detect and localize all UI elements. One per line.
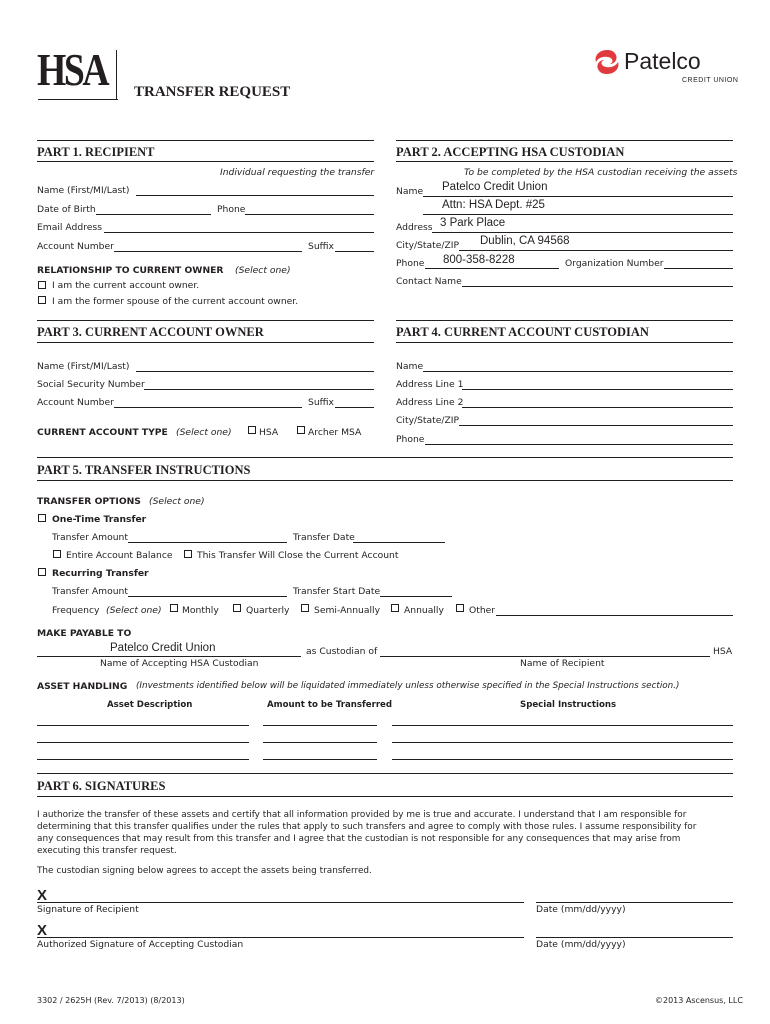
custodian-phone-label: Phone — [396, 258, 425, 269]
custodian-name-field[interactable] — [423, 196, 733, 197]
quarterly-label: Quarterly — [246, 605, 290, 616]
part1-subheading: Individual requesting the transfer — [220, 167, 375, 178]
as-custodian-label: as Custodian of — [306, 646, 378, 657]
frequency-note: (Select one) — [106, 605, 162, 616]
recipient-phone-field[interactable] — [245, 214, 374, 215]
part1-top-rule — [37, 140, 374, 141]
frequency-label: Frequency — [52, 605, 100, 616]
form-code: 3302 / 2625H (Rev. 7/2013) (8/2013) — [37, 996, 185, 1005]
asset-row1-special[interactable] — [392, 725, 733, 726]
col-special-instructions: Special Instructions — [520, 700, 617, 710]
relationship-note: (Select one) — [235, 265, 291, 276]
part5-heading: PART 5. TRANSFER INSTRUCTIONS — [37, 463, 251, 477]
recipient-date-field[interactable] — [536, 902, 733, 903]
recurring-label: Recurring Transfer — [52, 568, 149, 579]
asset-row2-amount[interactable] — [263, 742, 377, 743]
asset-row2-description[interactable] — [37, 742, 249, 743]
recipient-name-label: Name (First/MI/Last) — [37, 185, 130, 196]
current-custodian-phone-field[interactable] — [425, 444, 733, 445]
custodian-city-value: Dublin, CA 94568 — [480, 235, 570, 247]
part6-heading: PART 6. SIGNATURES — [37, 779, 166, 793]
hsa-logo-text: HSA — [37, 44, 108, 95]
authorization-line-4: executing this transfer request. — [37, 846, 177, 856]
recipient-email-label: Email Address — [37, 222, 102, 233]
current-custodian-name-label: Name — [396, 361, 424, 372]
asset-row3-special[interactable] — [392, 759, 733, 760]
monthly-label: Monthly — [182, 605, 219, 616]
close-account-checkbox[interactable] — [184, 550, 192, 558]
one-time-amount-field[interactable] — [128, 542, 287, 543]
asset-row1-description[interactable] — [37, 725, 249, 726]
current-owner-checkbox[interactable] — [38, 281, 46, 289]
other-checkbox[interactable] — [456, 604, 464, 612]
custodian-address-value: 3 Park Place — [440, 217, 506, 229]
authorization-line-2: determining that this transfer qualifies under the rules that apply to such transfers and agree to comply with those rules. I assume responsibility for — [37, 822, 697, 832]
custodian-name-value: Patelco Credit Union — [442, 181, 548, 193]
recipient-date-label: Date (mm/dd/yyyy) — [536, 904, 626, 915]
owner-ssn-label: Social Security Number — [37, 379, 145, 390]
recipient-phone-label: Phone — [217, 204, 246, 215]
form-title: TRANSFER REQUEST — [134, 84, 291, 100]
owner-account-label: Account Number — [37, 397, 114, 408]
recipient-account-field[interactable] — [114, 251, 302, 252]
recipient-suffix-label: Suffix — [308, 241, 334, 252]
custodian-name-field-2[interactable] — [423, 214, 733, 215]
part1-sub-rule — [37, 161, 374, 162]
current-owner-label: I am the current account owner. — [52, 280, 200, 291]
part2-sub-rule — [396, 161, 733, 162]
payable-recipient-caption: Name of Recipient — [520, 658, 605, 669]
part1-heading: PART 1. RECIPIENT — [37, 145, 155, 159]
custodian-org-field[interactable] — [664, 268, 733, 269]
close-account-label: This Transfer Will Close the Current Account — [197, 550, 399, 561]
col-amount-transferred: Amount to be Transferred — [267, 700, 393, 710]
other-label: Other — [469, 605, 496, 616]
payable-recipient-field[interactable] — [380, 656, 710, 657]
hsa-logo-rule — [38, 99, 118, 100]
custodian-org-label: Organization Number — [565, 258, 664, 269]
copyright: ©2013 Ascensus, LLC — [655, 996, 743, 1005]
asset-row2-special[interactable] — [392, 742, 733, 743]
custodian-address-field[interactable] — [432, 232, 733, 233]
hsa-checkbox[interactable] — [248, 426, 256, 434]
annually-label: Annually — [404, 605, 444, 616]
recipient-email-field[interactable] — [104, 232, 374, 233]
semi-annually-checkbox[interactable] — [301, 604, 309, 612]
current-custodian-city-field[interactable] — [459, 425, 733, 426]
payable-custodian-field[interactable] — [37, 656, 301, 657]
transfer-options-heading: TRANSFER OPTIONS — [37, 496, 141, 507]
owner-suffix-field[interactable] — [335, 407, 374, 408]
recipient-suffix-field[interactable] — [335, 251, 374, 252]
monthly-checkbox[interactable] — [170, 604, 178, 612]
current-custodian-name-field[interactable] — [423, 371, 733, 372]
recurring-start-label: Transfer Start Date — [293, 586, 381, 597]
patelco-brand: Patelco — [624, 48, 701, 74]
custodian-address-label: Address — [396, 222, 433, 233]
annually-checkbox[interactable] — [391, 604, 399, 612]
patelco-swirl-icon — [592, 48, 622, 76]
custodian-contact-field[interactable] — [462, 286, 733, 287]
col-asset-description: Asset Description — [107, 700, 193, 710]
part4-sub-rule — [396, 342, 733, 343]
custodian-phone-value: 800-358-8228 — [443, 254, 515, 266]
asset-row3-amount[interactable] — [263, 759, 377, 760]
owner-account-field[interactable] — [114, 407, 302, 408]
custodian-name-label: Name — [396, 186, 424, 197]
one-time-amount-label: Transfer Amount — [52, 532, 128, 543]
part3-top-rule — [37, 320, 374, 321]
current-custodian-addr2-field[interactable] — [462, 407, 733, 408]
one-time-label: One-Time Transfer — [52, 514, 147, 525]
custodian-contact-label: Contact Name — [396, 276, 462, 287]
one-time-date-field[interactable] — [353, 542, 445, 543]
former-spouse-checkbox[interactable] — [38, 296, 46, 304]
part4-top-rule — [396, 320, 733, 321]
recipient-dob-field[interactable] — [96, 214, 211, 215]
recipient-name-field[interactable] — [136, 195, 374, 196]
asset-handling-heading: ASSET HANDLING — [37, 681, 128, 692]
custodian-date-label: Date (mm/dd/yyyy) — [536, 939, 626, 950]
recurring-amount-field[interactable] — [128, 596, 287, 597]
custodian-city-label: City/State/ZIP — [396, 240, 460, 251]
account-type-heading: CURRENT ACCOUNT TYPE — [37, 427, 168, 438]
part2-heading: PART 2. ACCEPTING HSA CUSTODIAN — [396, 145, 625, 159]
other-field[interactable] — [496, 615, 733, 616]
recurring-checkbox[interactable] — [38, 568, 46, 576]
entire-balance-label: Entire Account Balance — [66, 550, 173, 561]
owner-name-label: Name (First/MI/Last) — [37, 361, 130, 372]
part3-sub-rule — [37, 342, 374, 343]
hsa-suffix-label: HSA — [713, 646, 733, 657]
current-custodian-addr2-label: Address Line 2 — [396, 397, 464, 408]
part3-heading: PART 3. CURRENT ACCOUNT OWNER — [37, 325, 264, 339]
relationship-heading: RELATIONSHIP TO CURRENT OWNER — [37, 265, 224, 276]
recurring-amount-label: Transfer Amount — [52, 586, 128, 597]
part2-top-rule — [396, 140, 733, 141]
patelco-brand-sub: CREDIT UNION — [682, 77, 739, 84]
authorization-line-3: any consequences that may result from this transfer and I agree that the custodian is not responsible for any consequences that may arise from — [37, 834, 681, 844]
quarterly-checkbox[interactable] — [233, 604, 241, 612]
recipient-signature-x: X — [37, 887, 48, 904]
entire-balance-checkbox[interactable] — [53, 550, 61, 558]
archer-msa-checkbox[interactable] — [297, 426, 305, 434]
payable-custodian-caption: Name of Accepting HSA Custodian — [100, 658, 259, 669]
former-spouse-label: I am the former spouse of the current account owner. — [52, 296, 299, 307]
make-payable-heading: MAKE PAYABLE TO — [37, 628, 132, 639]
archer-msa-label: Archer MSA — [308, 427, 362, 438]
custodian-phone-field[interactable] — [425, 268, 559, 269]
current-custodian-phone-label: Phone — [396, 434, 425, 445]
asset-row3-description[interactable] — [37, 759, 249, 760]
custodian-signature-field[interactable] — [37, 937, 524, 938]
custodian-agreement-text: The custodian signing below agrees to accept the assets being transferred. — [37, 866, 372, 876]
part5-top-rule — [37, 457, 733, 458]
custodian-city-field[interactable] — [459, 250, 733, 251]
part2-subheading: To be completed by the HSA custodian receiving the assets — [464, 167, 738, 178]
account-type-note: (Select one) — [176, 427, 232, 438]
one-time-checkbox[interactable] — [38, 514, 46, 522]
custodian-date-field[interactable] — [536, 937, 733, 938]
owner-name-field[interactable] — [136, 371, 374, 372]
one-time-date-label: Transfer Date — [293, 532, 355, 543]
asset-handling-note: (Investments identified below will be liquidated immediately unless otherwise specified in the Special Instructions section.) — [136, 681, 680, 691]
recipient-signature-label: Signature of Recipient — [37, 904, 139, 915]
asset-row1-amount[interactable] — [263, 725, 377, 726]
part4-heading: PART 4. CURRENT ACCOUNT CUSTODIAN — [396, 325, 649, 339]
transfer-options-note: (Select one) — [149, 496, 205, 507]
payable-custodian-value: Patelco Credit Union — [110, 642, 216, 654]
current-custodian-addr1-field[interactable] — [462, 389, 733, 390]
recipient-dob-label: Date of Birth — [37, 204, 96, 215]
custodian-signature-label: Authorized Signature of Accepting Custodian — [37, 939, 244, 950]
semi-annually-label: Semi-Annually — [314, 605, 381, 616]
part5-sub-rule — [37, 480, 733, 481]
owner-ssn-field[interactable] — [144, 389, 374, 390]
owner-suffix-label: Suffix — [308, 397, 334, 408]
authorization-line-1: I authorize the transfer of these assets and certify that all information provided by me is true and accurate. I understand that I am responsible for — [37, 810, 687, 820]
part6-top-rule — [37, 773, 733, 774]
current-custodian-addr1-label: Address Line 1 — [396, 379, 464, 390]
current-custodian-city-label: City/State/ZIP — [396, 415, 460, 426]
recipient-account-label: Account Number — [37, 241, 114, 252]
custodian-attn-value: Attn: HSA Dept. #25 — [442, 199, 545, 211]
hsa-label: HSA — [259, 427, 279, 438]
recipient-signature-field[interactable] — [37, 902, 524, 903]
recurring-start-field[interactable] — [380, 596, 452, 597]
custodian-signature-x: X — [37, 922, 48, 939]
part6-sub-rule — [37, 796, 733, 797]
